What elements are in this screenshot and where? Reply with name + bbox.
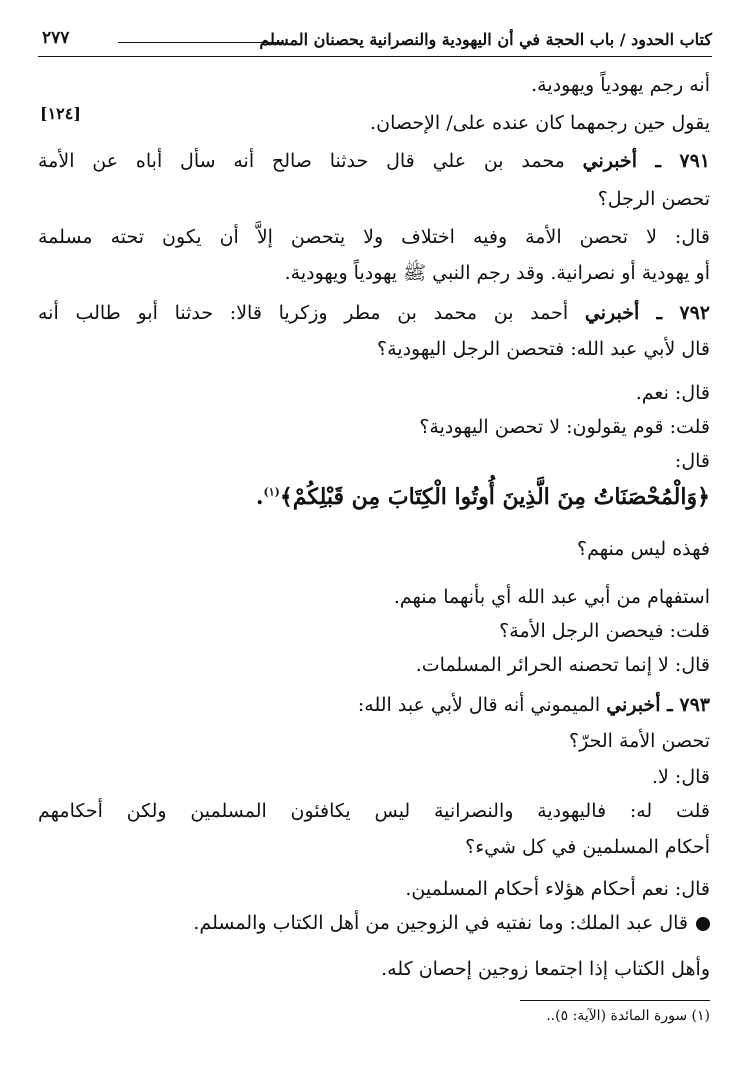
text-line: وأهل الكتاب إذا اجتمعا زوجين إحصان كله.: [381, 958, 710, 980]
header-divider: [38, 56, 712, 57]
running-header: [38, 26, 712, 54]
text-line: استفهام من أبي عبد الله أي بأنهما منهم.: [393, 586, 710, 608]
text-line: قلت: فيحصن الرجل الأمة؟: [499, 620, 710, 642]
footnote: (١) سورة المائدة (الآية: ٥)..: [546, 1008, 710, 1024]
text-line: أحكام المسلمين في كل شيء؟: [465, 836, 710, 858]
bulleted-line: [193, 914, 710, 933]
narration-number: ٧٩٢ ـ أخبرني: [584, 302, 710, 324]
footnote-divider: [520, 1000, 710, 1001]
page-number: ٢٧٧: [42, 28, 70, 48]
narration-791-line: [38, 152, 710, 171]
narration-number: ٧٩٣ ـ أخبرني: [606, 694, 710, 716]
text-line: تحصن الرجل؟: [597, 188, 710, 210]
text-line: قال:: [674, 450, 710, 472]
narration-792-line: [38, 304, 710, 323]
text-line: قال: نعم أحكام هؤلاء أحكام المسلمين.: [405, 878, 710, 900]
narration-793-line: [358, 696, 710, 715]
quran-verse-text: ﴿وَالْمُحْصَنَاتُ مِنَ الَّذِينَ أُوتُوا الْكِتَابَ مِن قَبْلِكُمْ﴾: [279, 484, 710, 510]
text-line: قال: لا إنما تحصنه الحرائر المسلمات.: [415, 654, 710, 676]
header-dash-rule: [118, 42, 284, 43]
text-line: فهذه ليس منهم؟: [577, 538, 710, 560]
text-line: قلت: قوم يقولون: لا تحصن اليهودية؟: [419, 416, 710, 438]
narration-text: الميموني أنه قال لأبي عبد الله:: [357, 694, 601, 716]
footnote-reference: (١): [263, 485, 280, 499]
quran-verse: [256, 484, 710, 510]
text-line: قلت له: فاليهودية والنصرانية ليس يكافئون المسلمين ولكن أحكامهم: [38, 800, 710, 822]
narration-text: محمد بن علي قال حدثنا صالح أنه سأل أباه عن الأمة: [38, 150, 565, 172]
text-line: قال: نعم.: [635, 382, 710, 404]
text-line: تحصن الأمة الحرّ؟: [569, 730, 710, 752]
text-line: قال: لا.: [652, 766, 710, 788]
text-line: قال: لا تحصن الأمة وفيه اختلاف ولا يتحصن إلاَّ أن يكون تحته مسلمة: [38, 226, 710, 248]
quran-verse-end: .: [255, 484, 264, 510]
header-title: كتاب الحدود / باب الحجة في أن اليهودية والنصرانية يحصنان المسلم: [259, 30, 712, 49]
text-line: أنه رجم يهودياً ويهودية.: [531, 74, 710, 96]
text-line: يقول حين رجمهما كان عنده على/ الإحصان.: [370, 112, 710, 134]
text-line: أو يهودية أو نصرانية. وقد رجم النبي ﷺ يهودياً ويهودية.: [284, 262, 710, 284]
text-line: قال لأبي عبد الله: فتحصن الرجل اليهودية؟: [377, 338, 710, 360]
narration-number: ٧٩١ ـ أخبرني: [582, 150, 710, 172]
narration-text: أحمد بن محمد بن مطر وزكريا قالا: حدثنا أبو طالب أنه: [38, 302, 569, 324]
bullet-icon: [696, 917, 710, 931]
text-line: قال عبد الملك: وما نفتيه في الزوجين من أهل الكتاب والمسلم.: [193, 912, 688, 934]
manuscript-folio-marker: [١٢٤]: [40, 104, 81, 123]
